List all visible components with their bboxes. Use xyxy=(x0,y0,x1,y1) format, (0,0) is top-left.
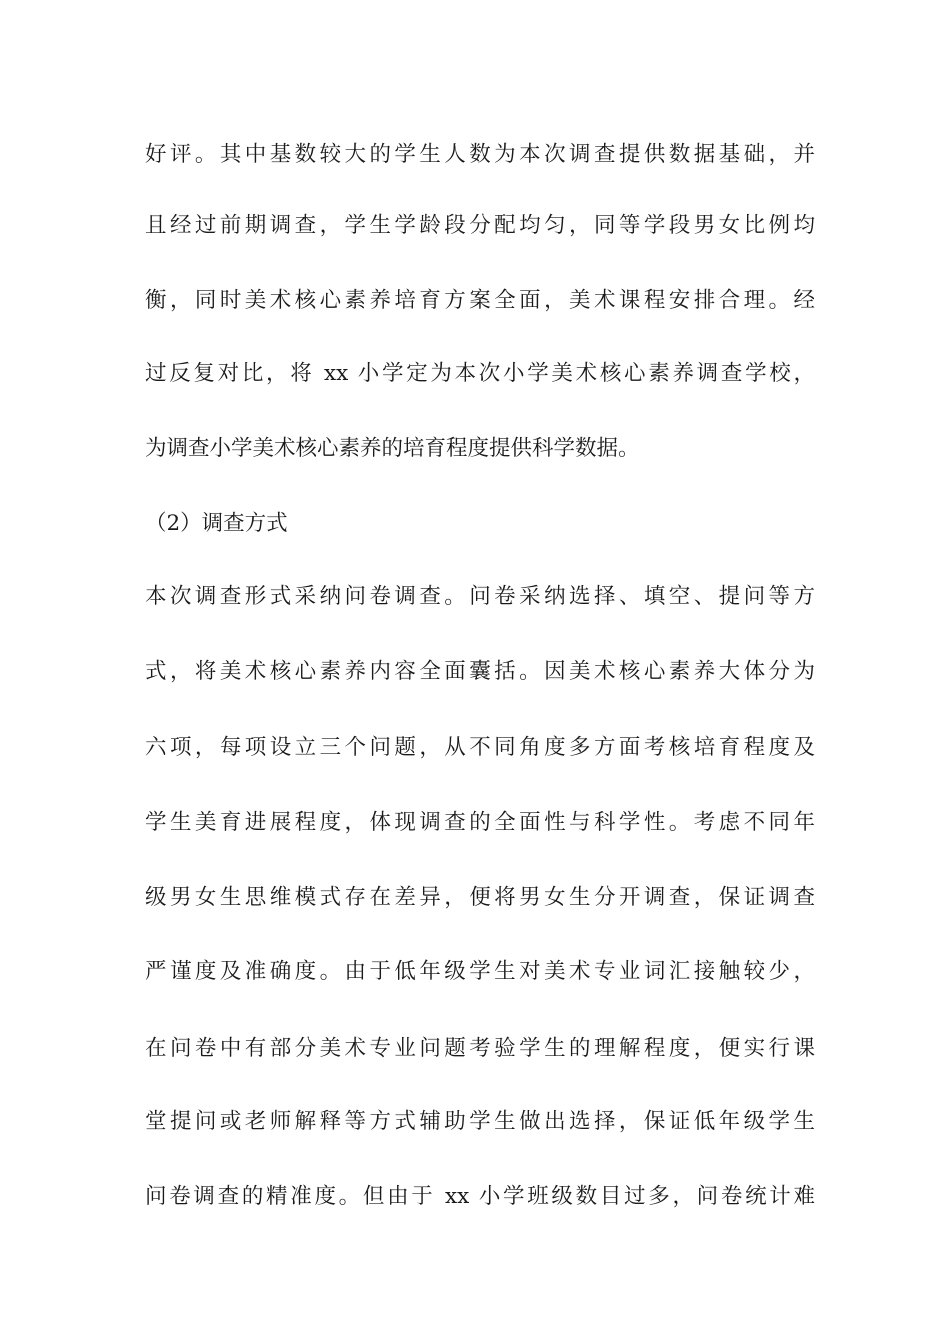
text-line: 好评。其中基数较大的学生人数为本次调查提供数据基础，并 xyxy=(145,142,815,167)
text-line: 学生美育进展程度，体现调查的全面性与科学性。考虑不同年 xyxy=(145,810,815,835)
text-line: 六项，每项设立三个问题，从不同角度多方面考核培育程度及 xyxy=(145,735,815,760)
text-line: 衡，同时美术核心素养培育方案全面，美术课程安排合理。经 xyxy=(145,288,815,313)
text-line: 本次调查形式采纳问卷调查。问卷采纳选择、填空、提问等方 xyxy=(145,584,815,609)
text-line: 且经过前期调查，学生学龄段分配均匀，同等学段男女比例均 xyxy=(145,213,815,238)
text-line: 级男女生思维模式存在差异，便将男女生分开调查，保证调查 xyxy=(145,885,815,910)
text-line: 式，将美术核心素养内容全面囊括。因美术核心素养大体分为 xyxy=(145,659,815,684)
text-line: 问卷调查的精准度。但由于 xx 小学班级数目过多，问卷统计难 xyxy=(145,1184,815,1209)
text-line: 过反复对比，将 xx 小学定为本次小学美术核心素养调查学校， xyxy=(145,361,815,386)
text-line: 为调查小学美术核心素养的培育程度提供科学数据。 xyxy=(145,436,640,461)
text-line: 在问卷中有部分美术专业问题考验学生的理解程度，便实行课 xyxy=(145,1036,815,1061)
section-heading: （2）调查方式 xyxy=(145,511,288,536)
text-line: 严谨度及准确度。由于低年级学生对美术专业词汇接触较少， xyxy=(145,959,815,984)
text-line: 堂提问或老师解释等方式辅助学生做出选择，保证低年级学生 xyxy=(145,1109,815,1134)
